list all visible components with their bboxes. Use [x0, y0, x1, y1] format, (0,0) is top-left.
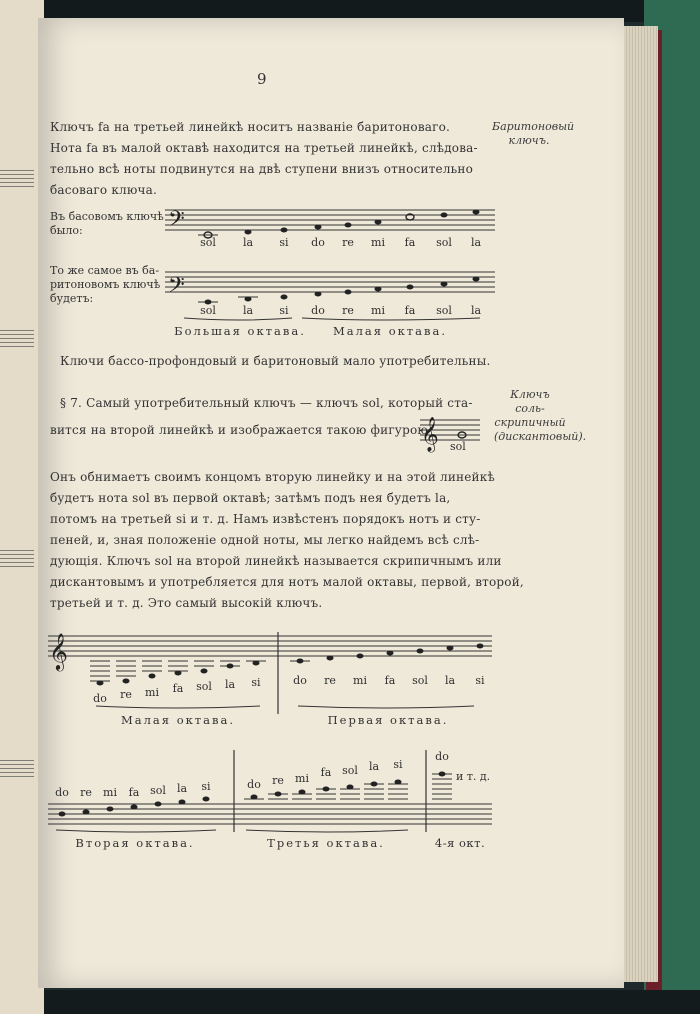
treble-clef-icon: 𝄞: [49, 632, 68, 670]
note-syllable: re: [272, 774, 284, 787]
text-line: дискантовымъ и употребляется для нотъ малой октавы, первой, второй,: [50, 575, 524, 589]
note-syllable: mi: [103, 786, 117, 799]
page-number: 9: [257, 70, 267, 88]
note-syllable: si: [201, 780, 211, 793]
treble-clef-icon: 𝄞: [421, 417, 439, 452]
octave-label: Малая октава.: [120, 713, 236, 727]
note-syllable: mi: [371, 304, 385, 317]
etc-label: и т. д.: [456, 770, 491, 783]
staff-treble-small-first: [46, 626, 496, 718]
note-syllable: re: [342, 304, 354, 317]
note-syllable: mi: [371, 236, 385, 249]
note-syllable: la: [242, 304, 254, 317]
note-syllable: do: [293, 674, 307, 687]
note-syllable: la: [444, 674, 456, 687]
baritone-clef-icon: 𝄢: [168, 273, 185, 303]
text-line: третьей и т. д. Это самый высокій ключъ.: [50, 596, 323, 610]
label-line: Въ басовомъ ключѣ: [50, 210, 164, 223]
text-line: Онъ обнимаетъ своимъ концомъ вторую линейку и на этой линейкѣ: [50, 470, 495, 484]
note-syllable: re: [342, 236, 354, 249]
text-line: Нота fa въ малой октавѣ находится на третьей линейкѣ, слѣдова-: [50, 141, 478, 155]
note-syllable: mi: [145, 686, 159, 699]
note-syllable: si: [475, 674, 485, 687]
note-syllable: do: [55, 786, 69, 799]
note-syllable: si: [251, 676, 261, 689]
octave-label: Первая октава.: [327, 713, 449, 727]
octave-label: 4-я окт.: [434, 836, 486, 850]
note-syllable: la: [470, 304, 482, 317]
note-syllable: la: [242, 236, 254, 249]
syllables-small-first: [46, 674, 496, 705]
note-syllable: sol: [150, 784, 166, 797]
note-syllable: sol: [436, 304, 452, 317]
margin-note-line: (дискантовый).: [494, 430, 587, 443]
note-syllable: si: [279, 236, 289, 249]
page-edges: [618, 26, 658, 982]
note-syllable: do: [247, 778, 261, 791]
label-line: ритоновомъ ключѣ: [50, 278, 161, 291]
text-line: будетъ нота sol въ первой октавѣ; затѣмъ подъ нея будетъ la,: [50, 491, 451, 505]
octave-label: Вторая октава.: [75, 836, 195, 850]
note-syllable: fa: [384, 674, 396, 687]
note-syllable: do: [311, 304, 325, 317]
margin-note-treble: [494, 388, 587, 444]
octave-label: Большая октава.: [174, 324, 306, 338]
margin-note-baritone: [492, 120, 575, 148]
text-line: пеней, и, зная положеніе одной ноты, мы легко найдемъ всѣ слѣ-: [50, 533, 480, 547]
octave-label: Третья октава.: [267, 836, 385, 850]
note-syllable: do: [435, 750, 449, 763]
note-syllable: la: [176, 782, 188, 795]
note-syllable: la: [224, 678, 236, 691]
octave-label: Малая октава.: [332, 324, 448, 338]
label-line: было:: [50, 224, 83, 237]
note-syllable: fa: [128, 786, 140, 799]
text-line: потомъ на третьей si и т. д. Намъ извѣстенъ порядокъ нотъ и сту-: [50, 512, 481, 526]
note-syllable: sol: [200, 236, 216, 249]
note-syllable: fa: [404, 236, 416, 249]
margin-note-line: ключъ.: [508, 134, 550, 147]
text-line: дующія. Ключъ sol на второй линейкѣ называется скрипичнымъ или: [50, 554, 502, 568]
text-line: басоваго ключа.: [50, 183, 158, 197]
note-syllable: sol: [436, 236, 452, 249]
note-syllable: mi: [295, 772, 309, 785]
note-syllable: la: [368, 760, 380, 773]
note-syllable: fa: [320, 766, 332, 779]
note-syllable: do: [311, 236, 325, 249]
label-bass-clef: [50, 210, 164, 238]
syllables-second-third: [46, 746, 496, 799]
staff-baritone-clef: [160, 262, 500, 310]
margin-note-line: Ключъ соль-: [510, 388, 550, 415]
syllables-bass: [160, 236, 500, 250]
note-syllable: do: [93, 692, 107, 705]
text-line: тельно всѣ ноты подвинутся на двѣ ступени внизъ относительно: [50, 162, 474, 176]
facing-page-fragment: [0, 30, 38, 980]
note-syllable: sol: [412, 674, 428, 687]
note-syllable: sol: [200, 304, 216, 317]
note-syllable: la: [470, 236, 482, 249]
text-line: § 7. Самый употребительный ключъ — ключъ sol, который ста-: [60, 396, 473, 410]
note-syllable: sol: [196, 680, 212, 693]
margin-note-line: Баритоновый: [492, 120, 575, 133]
text-line: Ключъ fa на третьей линейкѣ носитъ названіе баритоноваго.: [50, 120, 451, 134]
note-syllable: si: [393, 758, 403, 771]
label-line: будетъ:: [50, 292, 94, 305]
text-line: Ключи бассо-профондовый и баритоновый мало употребительны.: [60, 354, 491, 368]
margin-note-line: скрипичный: [494, 416, 566, 429]
note-syllable: re: [120, 688, 132, 701]
bass-clef-icon: 𝄢: [168, 207, 185, 237]
note-syllable: fa: [404, 304, 416, 317]
clef-example-syllable: sol: [450, 440, 466, 453]
note-syllable: mi: [353, 674, 367, 687]
label-line: То же самое въ ба-: [50, 264, 160, 277]
note-syllable: sol: [342, 764, 358, 777]
label-baritone-clef: [50, 264, 160, 306]
text-line: вится на второй линейкѣ и изображается такою фигурою: [50, 423, 429, 437]
note-syllable: re: [324, 674, 336, 687]
note-syllable: re: [80, 786, 92, 799]
note-syllable: si: [279, 304, 289, 317]
note-syllable: fa: [172, 682, 184, 695]
background-bottom: [0, 990, 700, 1014]
